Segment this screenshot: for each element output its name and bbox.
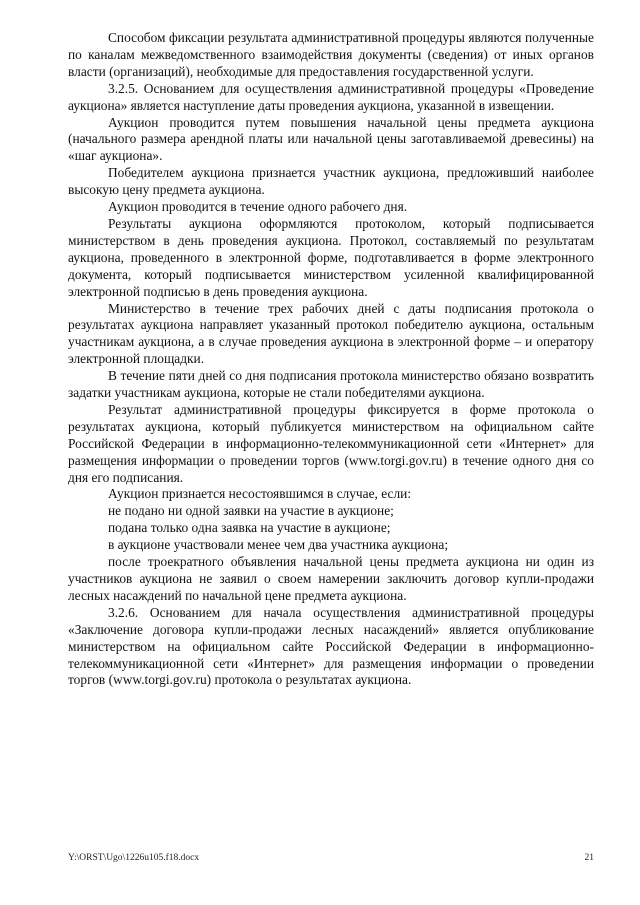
- document-body: [68, 30, 594, 689]
- paragraph: Результаты аукциона оформляются протоколом, который подписывается министерством в день проведения аукциона. Протокол, составляемый по результатам аукциона, проведенного в электронной форме, подготавливается в форме электронного документа, который подписывается министерством усиленной квалифицированной электронной подписью в день проведения аукциона.: [68, 215, 594, 299]
- paragraph: Аукцион проводится в течение одного рабочего дня.: [108, 199, 408, 215]
- page-footer: [68, 853, 594, 863]
- paragraph: Победителем аукциона признается участник аукциона, предложивший наиболее высокую цену предмета аукциона.: [68, 165, 594, 198]
- paragraph: Результат административной процедуры фиксируется в форме протокола о результатах аукциона, который публикуется министерством на официальном сайте Российской Федерации в информационно-телекоммуникационной сети «Интернет» для размещения информации о проведении торгов (www.torgi.gov.ru) в течение одного дня со дня его подписания.: [68, 401, 594, 485]
- paragraph: Аукцион признается несостоявшимся в случае, если:: [108, 486, 412, 502]
- paragraph: Министерство в течение трех рабочих дней с даты подписания протокола о результатах аукциона направляет указанный протокол победителю аукциона, остальным участникам аукциона, а в случае проведения аукциона в электронной форме – и оператору электронной площадки.: [68, 300, 594, 367]
- paragraph: 3.2.5. Основанием для осуществления административной процедуры «Проведение аукциона» является наступление даты проведения аукциона, указанной в извещении.: [68, 80, 594, 113]
- page-number: 21: [584, 853, 594, 863]
- paragraph: после троекратного объявления начальной цены предмета аукциона ни один из участников аукциона не заявил о своем намерении заключить договор купли-продажи лесных насаждений по начальной цене предмета аукциона.: [68, 554, 594, 603]
- paragraph: не подано ни одной заявки на участие в аукционе;: [108, 503, 394, 519]
- paragraph: В течение пяти дней со дня подписания протокола министерство обязано возвратить задатки участникам аукциона, которые не стали победителями аукциона.: [68, 368, 594, 401]
- paragraph: подана только одна заявка на участие в аукционе;: [108, 520, 391, 536]
- paragraph: 3.2.6. Основанием для начала осуществления административной процедуры «Заключение договора купли-продажи лесных насаждений» является опубликование министерством на официальном сайте Российской Федерации в информационно-телекоммуникационной сети «Интернет» для размещения информации о проведении торгов (www.torgi.gov.ru) протокола о результатах аукциона.: [68, 604, 594, 688]
- file-path: Y:\ORST\Ugo\1226u105.f18.docx: [68, 853, 200, 863]
- paragraph: в аукционе участвовали менее чем два участника аукциона;: [108, 537, 449, 553]
- paragraph: Способом фиксации результата административной процедуры являются полученные по каналам межведомственного взаимодействия документы (сведения) от иных органов власти (организаций), необходимые для предоставления государственной услуги.: [68, 30, 594, 79]
- paragraph: Аукцион проводится путем повышения начальной цены предмета аукциона (начального размера арендной платы или начальной цены заготавливаемой древесины) на «шаг аукциона».: [68, 114, 594, 164]
